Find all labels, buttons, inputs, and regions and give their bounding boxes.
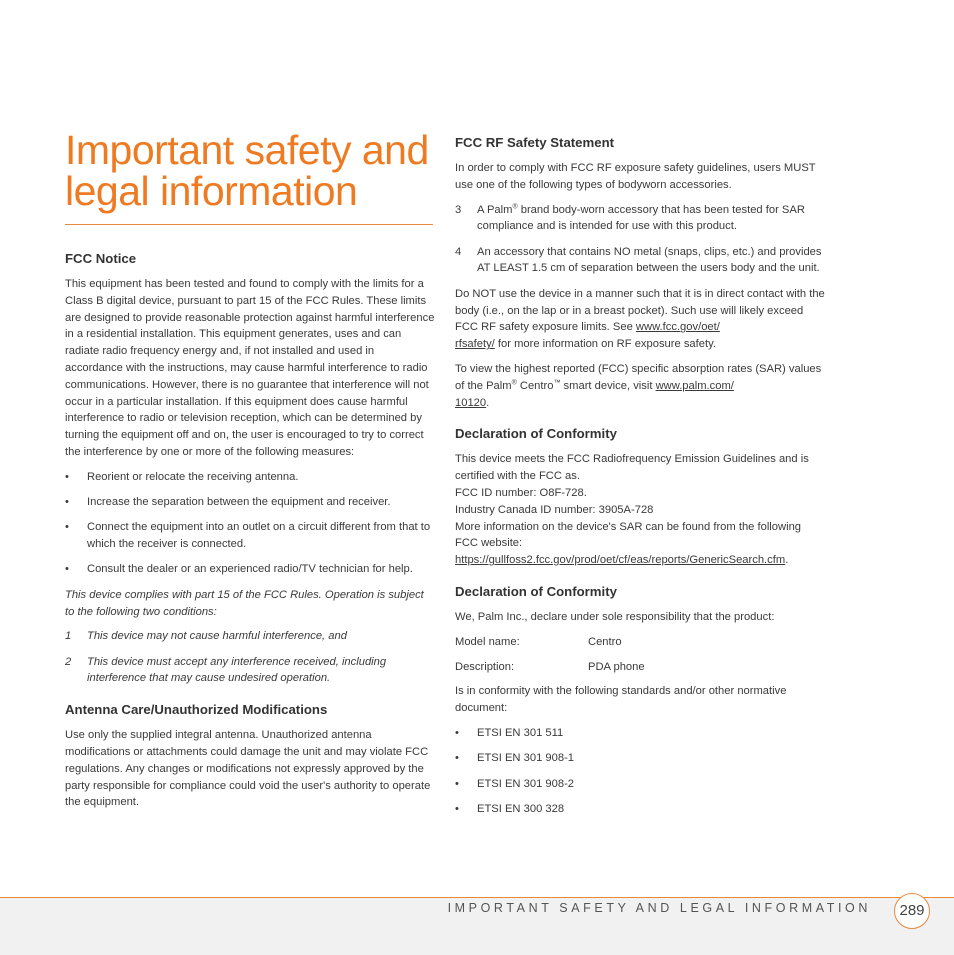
sar-paragraph: [455, 361, 825, 411]
list-item: [65, 654, 435, 688]
list-item-text: Connect the equipment into an outlet on a circuit different from that to which the receiver is connected.: [87, 521, 431, 551]
fcc-notice-body: This equipment has been tested and found to comply with the limits for a Class B digital device, pursuant to part 15 of the FCC Rules. These limits are designed to provide reasonable protection against harmful interference in a residential installation. This equipment generates, uses and can radiate radio frequency energy and, if not installed and used in accordance with the instructions, may cause harmful interference to radio communications. However, there is no guarantee that interference will not occur in a particular installation. If this equipment does cause harmful interference to radio or television reception, which can be determined by turning the equipment off and on, the user is encouraged to try to correct the interference by one or more of the following measures:: [65, 278, 435, 458]
list-item: [65, 628, 435, 645]
registered-mark: ®: [512, 202, 518, 210]
list-item: [65, 561, 435, 578]
list-number: 2: [65, 655, 72, 668]
list-item: [455, 202, 825, 236]
list-item-text-post: brand body-worn accessory that has been tested for SAR compliance and is intended for use with this product.: [477, 203, 805, 233]
list-number: 4: [455, 245, 462, 258]
list-item-text: An accessory that contains NO metal (snaps, clips, etc.) and provides AT LEAST 1.5 cm of separation between the users body and the unit.: [477, 245, 822, 275]
declaration-heading: Declaration of Conformity: [455, 583, 617, 599]
fcc-search-link[interactable]: https://gullfoss2.fcc.gov/prod/oet/cf/eas/reports/GenericSearch.cfm: [455, 554, 786, 567]
list-item: [455, 244, 825, 278]
paragraph-text: .: [785, 554, 789, 567]
bullet-icon: •: [455, 752, 459, 765]
list-item: [65, 519, 435, 553]
declaration-line: This device meets the FCC Radiofrequency Emission Guidelines and is certified with the FCC as.: [455, 453, 809, 483]
model-label: Model name:: [455, 635, 520, 648]
list-item: [455, 725, 825, 742]
bullet-icon: •: [65, 470, 69, 483]
fcc-notice-heading: FCC Notice: [65, 251, 137, 266]
rf-safety-intro: In order to comply with FCC RF exposure safety guidelines, users MUST use one of the following types of bodyworn accessories.: [455, 162, 816, 191]
paragraph-text: Do NOT use the device in a manner such that it is in direct contact with the body (i.e., on the lap or in a breast pocket). Such use will likely exceed FCC RF safety exposure limits. See: [455, 287, 825, 334]
standards-list: [455, 725, 825, 818]
rf-contact-paragraph: [455, 286, 825, 353]
registered-mark: ®: [511, 379, 517, 387]
paragraph-text: .: [486, 396, 490, 409]
fcc-compliance-statement: This device complies with part 15 of the FCC Rules. Operation is subject to the following two conditions:: [65, 588, 424, 618]
list-item-text: ETSI EN 301 908-1: [477, 752, 575, 765]
bullet-icon: •: [65, 496, 69, 509]
bullet-icon: •: [455, 777, 459, 790]
declaration-heading: Declaration of Conformity: [455, 426, 617, 442]
title-divider: [65, 224, 433, 225]
antenna-heading: Antenna Care/Unauthorized Modifications: [65, 702, 328, 718]
footer-section-label: IMPORTANT SAFETY AND LEGAL INFORMATION: [447, 901, 871, 915]
list-item: [455, 776, 825, 793]
paragraph-text: smart device, visit: [560, 379, 656, 392]
declaration-intro: We, Palm Inc., declare under sole responsibility that the product:: [455, 610, 775, 623]
page-title: Important safety and legal information: [65, 127, 429, 214]
list-item-text: Reorient or relocate the receiving antenna.: [87, 470, 299, 483]
list-item: [65, 469, 435, 486]
list-item-text: Consult the dealer or an experienced radio/TV technician for help.: [87, 563, 413, 576]
list-item-text: This device must accept any interference received, including interference that may cause undesired operation.: [87, 655, 387, 685]
paragraph-text: To view the highest reported (FCC) specific absorption rates (SAR) values of the Palm: [455, 362, 822, 392]
palm-sar-link[interactable]: www.palm.com/: [655, 379, 734, 392]
trademark-mark: ™: [553, 379, 561, 387]
bullet-icon: •: [455, 726, 459, 739]
list-item: [455, 750, 825, 767]
list-item-text: Increase the separation between the equipment and receiver.: [87, 496, 391, 509]
page-number-badge: 289: [894, 893, 930, 929]
palm-sar-link-continued[interactable]: 10120: [455, 396, 487, 409]
bullet-icon: •: [65, 563, 69, 576]
fcc-conditions-list: [65, 628, 435, 687]
model-row: [455, 634, 825, 651]
description-row: [455, 659, 825, 676]
fcc-rfsafety-link[interactable]: www.fcc.gov/oet/: [635, 321, 720, 334]
list-item-text-pre: A Palm: [477, 203, 513, 216]
list-number: 3: [455, 203, 462, 216]
list-item: [455, 801, 825, 818]
declaration-line: Industry Canada ID number: 3905A-728: [455, 503, 654, 516]
fcc-notice-section: [65, 250, 435, 687]
rf-safety-heading: FCC RF Safety Statement: [455, 135, 615, 150]
declaration-body: [455, 451, 825, 569]
list-item-text: ETSI EN 301 908-2: [477, 777, 575, 790]
fcc-rfsafety-link-continued[interactable]: rfsafety/: [455, 338, 495, 351]
description-value: PDA phone: [588, 660, 645, 673]
rf-safety-section: [455, 134, 825, 411]
list-number: 1: [65, 630, 72, 643]
declaration-line: FCC ID number: O8F-728.: [455, 486, 587, 499]
left-column: [65, 250, 435, 819]
conformity-text: Is in conformity with the following standards and/or other normative document:: [455, 685, 787, 715]
antenna-body: Use only the supplied integral antenna. Unauthorized antenna modifications or attachments could damage the unit and may violate FCC regulations. Any changes or modifications not expressly approved by the party responsible for compliance could void the user's authority to operate the equipment.: [65, 729, 431, 809]
list-item: [65, 494, 435, 511]
bullet-icon: •: [455, 802, 459, 815]
antenna-section: [65, 701, 435, 811]
fcc-measures-list: [65, 469, 435, 578]
declaration-line: More information on the device's SAR can be found from the following FCC website:: [455, 520, 802, 550]
paragraph-text: Centro: [516, 379, 554, 392]
accessory-list: [455, 202, 825, 278]
paragraph-text: for more information on RF exposure safety.: [494, 338, 716, 351]
list-item-text: This device may not cause harmful interference, and: [87, 630, 347, 643]
declaration-section-2: [455, 583, 825, 818]
description-label: Description:: [455, 660, 515, 673]
declaration-section-1: [455, 425, 825, 569]
list-item-text: ETSI EN 301 511: [477, 726, 564, 739]
model-value: Centro: [588, 635, 622, 648]
list-item-text: ETSI EN 300 328: [477, 802, 565, 815]
bullet-icon: •: [65, 521, 69, 534]
right-column: [455, 134, 825, 826]
